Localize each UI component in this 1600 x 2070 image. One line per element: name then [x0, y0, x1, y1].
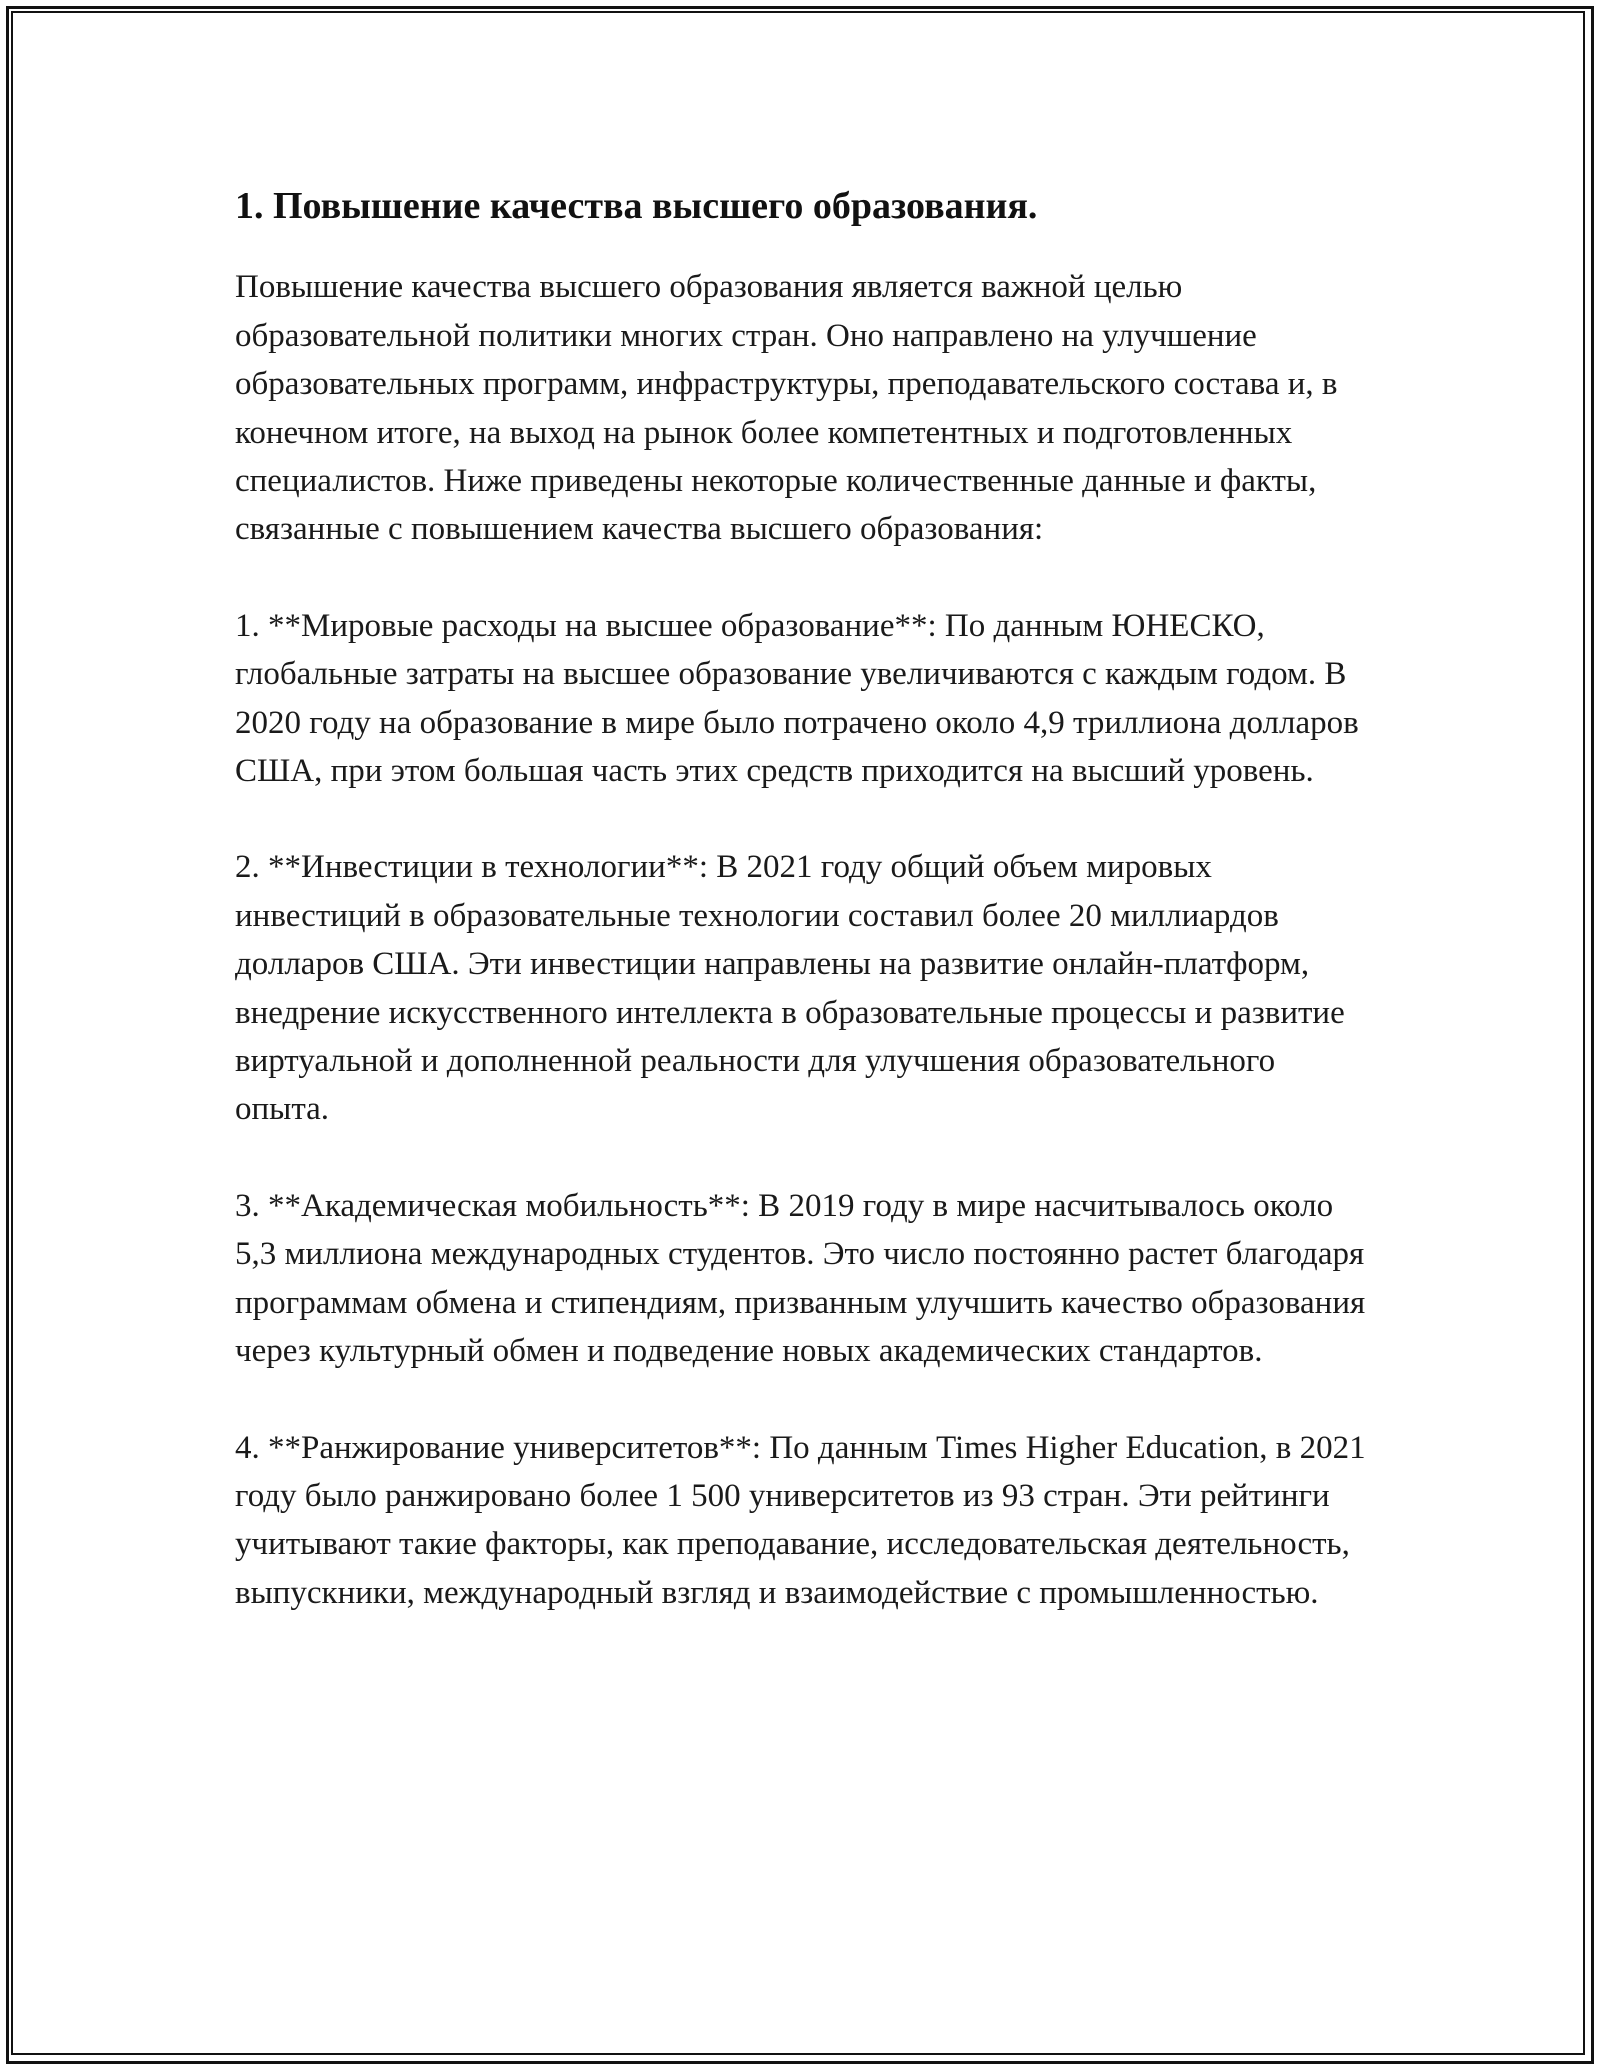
document-body	[235, 182, 1375, 1665]
list-item-mobility: 3. **Академическая мобильность**: В 2019 году в мире насчитывалось около 5,3 миллиона международных студентов. Это число постоянно растет благодаря программам обмена и стипендиям, призванным улучшить качество образования через культурный обмен и подведение новых академических стандартов.	[235, 1187, 1366, 1370]
intro-paragraph: Повышение качества высшего образования является важной целью образовательной политики многих стран. Оно направлено на улучшение образовательных программ, инфраструктуры, преподавательского состава и, в конечном итоге, на выход на рынок более компетентных и подготовленных специалистов. Ниже приведены некоторые количественные данные и факты, связанные с повышением качества высшего образования:	[235, 269, 1338, 548]
list-item-rankings: 4. **Ранжирование университетов**: По данным Times Higher Education, в 2021 году было ранжировано более 1 500 университетов из 93 стран. Эти рейтинги учитывают такие факторы, как преподавание, исследовательская деятельность, выпускники, международный взгляд и взаимодействие с промышленностью.	[235, 1429, 1366, 1611]
list-item-technology: 2. **Инвестиции в технологии**: В 2021 году общий объем мировых инвестиций в образовательные технологии составил более 20 миллиардов долларов США. Эти инвестиции направлены на развитие онлайн-платформ, внедрение искусственного интеллекта в образовательные процессы и развитие виртуальной и дополненной реальности для улучшения образовательного опыта.	[235, 849, 1345, 1128]
list-item-spending: 1. **Мировые расходы на высшее образование**: По данным ЮНЕСКО, глобальные затраты на высшее образование увеличиваются с каждым годом. В 2020 году на образование в мире было потрачено около 4,9 триллиона долларов США, при этом большая часть этих средств приходится на высший уровень.	[235, 607, 1359, 790]
section-heading: 1. Повышение качества высшего образования.	[235, 185, 1038, 227]
